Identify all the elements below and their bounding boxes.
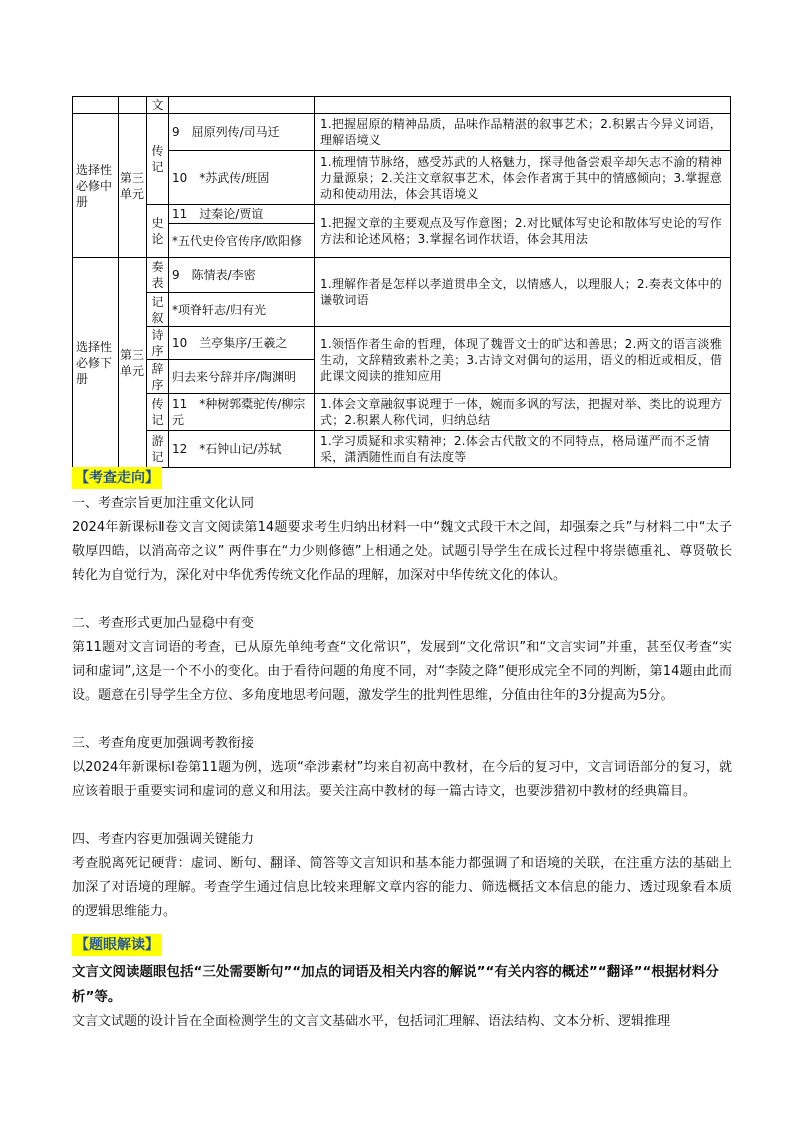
lesson-title: *项脊轩志/归有光 [169, 293, 315, 327]
genre-cell: 传记 [147, 114, 169, 205]
genre-cell: 记叙 [147, 293, 169, 327]
unit-cell: 第三单元 [119, 114, 147, 258]
key-points-paragraph: 文言文试题的设计旨在全面检测学生的文言文基础水平，包括词汇理解、语法结构、文本分析、逻辑推理 [72, 1014, 671, 1029]
table-row [73, 114, 731, 151]
table-row [73, 431, 731, 468]
table-row [73, 258, 731, 293]
table-cell [73, 97, 119, 114]
table-cell [169, 97, 315, 114]
lesson-title: *五代史伶官传序/欧阳修 [169, 224, 315, 258]
trend-heading-4: 四、考查内容更加强调关键能力 [72, 832, 255, 847]
unit-cell: 第三单元 [119, 258, 147, 468]
trend-paragraph-4: 考查脱离死记硬背：虚词、断句、翻译、简答等文言知识和基本能力都强调了和语境的关联，在注重方法的基础上加深了对语境的理解。考查学生通过信息比较来理解文章内容的能力、筛选概括文本信息的能力、透过现象看本质的逻辑思维能力。 [72, 856, 732, 919]
lesson-title: 9 陈情表/李密 [169, 258, 315, 293]
lesson-title: 归去来兮辞并序/陶渊明 [169, 360, 315, 394]
lesson-title: 12 *石钟山记/苏轼 [169, 431, 315, 468]
genre-cell: 辞序 [147, 360, 169, 394]
lesson-goal: 1.把握屈原的精神品质，品味作品精湛的叙事艺术；2.积累古今异义词语，理解语境义 [315, 114, 731, 151]
volume-cell: 选择性必修中册 [73, 114, 119, 258]
syllabus-table [72, 96, 731, 468]
trend-paragraph-1: 2024年新课标Ⅱ卷文言文阅读第14题要求考生归纳出材料一中“魏文式段干木之闾，却强秦之兵”与材料二中“太子敬厚四皓，以消高帝之议” 两件事在“力少则修德”上相通之处。试题引导学生在成长过程中将崇德重礼、尊贤敬长转化为自觉行为，深化对中华优秀传统文化作品的理解，加深对中华传统文化的体认。 [72, 520, 732, 583]
volume-cell: 选择性必修下册 [73, 258, 119, 468]
table-cell [315, 97, 731, 114]
lesson-title: 11 *种树郭橐驼传/柳宗元 [169, 394, 315, 431]
table-row [73, 394, 731, 431]
genre-cell: 奏表 [147, 258, 169, 293]
genre-cell: 诗序 [147, 327, 169, 360]
table-row [73, 205, 731, 224]
lesson-title: 11 过秦论/贾谊 [169, 205, 315, 224]
section-tag-key-points: 【题眼解读】 [72, 934, 162, 956]
table-row [73, 151, 731, 205]
genre-cell: 传记 [147, 394, 169, 431]
genre-cell: 游记 [147, 431, 169, 468]
key-points-summary: 文言文阅读题眼包括“三处需要断句”“加点的词语及相关内容的解说”“有关内容的概述”“翻译”“根据材料分析”等。 [72, 964, 719, 1005]
section-tag-exam-trend: 【考查走向】 [72, 467, 162, 489]
lesson-title: 9 屈原列传/司马迁 [169, 114, 315, 151]
lesson-goal: 1.梳理情节脉络，感受苏武的人格魅力，探寻他备尝艰辛却矢志不渝的精神力量源泉；2.关注文章叙事艺术，体会作者寓于其中的情感倾向；3.掌握意动和使动用法，体会其语境义 [315, 151, 731, 205]
lesson-goal: 1.领悟作者生命的哲理，体现了魏晋文士的旷达和善思；2.两文的语言淡雅生动，文辞精致素朴之美；3.古诗文对偶句的运用，语义的相近或相反，借此课文阅读的推知应用 [315, 327, 731, 394]
lesson-goal: 1.体会文章融叙事说理于一体，婉而多讽的写法，把握对举、类比的说理方式；2.积累人称代词，归纳总结 [315, 394, 731, 431]
trend-heading-3: 三、考查角度更加强调考教衔接 [72, 736, 255, 751]
lesson-title: 10 兰亭集序/王羲之 [169, 327, 315, 360]
trend-paragraph-2: 第11题对文言词语的考查，已从原先单纯考查“文化常识”，发展到“文化常识”和“文言实词”并重，甚至仅考查“实词和虚词”,这是一个不小的变化。由于看待问题的角度不同，对“李陵之降”便形成完全不同的判断，第14题由此而设。题意在引导学生全方位、多角度地思考问题，激发学生的批判性思维，分值由往年的3分提高为5分。 [72, 640, 732, 703]
lesson-goal: 1.把握文章的主要观点及写作意图；2.对比赋体写史论和散体写史论的写作方法和论述风格；3.掌握名词作状语，体会其用法 [315, 205, 731, 258]
table-cell [119, 97, 147, 114]
trend-paragraph-3: 以2024年新课标Ⅰ卷第11题为例，选项“牵涉素材”均来自初高中教材，在今后的复习中，文言词语部分的复习，就应该着眼于重要实词和虚词的意义和用法。要关注高中教材的每一篇古诗文，也要涉猎初中教材的经典篇目。 [72, 760, 732, 799]
table-row [73, 97, 731, 114]
table-row [73, 327, 731, 360]
lesson-title: 10 *苏武传/班固 [169, 151, 315, 205]
trend-heading-2: 二、考查形式更加凸显稳中有变 [72, 616, 255, 631]
trend-heading-1: 一、考查宗旨更加注重文化认同 [72, 496, 255, 511]
genre-cell: 文 [147, 97, 169, 114]
genre-cell: 史论 [147, 205, 169, 258]
lesson-goal: 1.理解作者是怎样以孝道贯串全文，以情感人，以理服人；2.奏表文体中的谦敬词语 [315, 258, 731, 327]
lesson-goal: 1.学习质疑和求实精神；2.体会古代散文的不同特点，格局谨严而不乏情采，潇洒随性而自有法度等 [315, 431, 731, 468]
